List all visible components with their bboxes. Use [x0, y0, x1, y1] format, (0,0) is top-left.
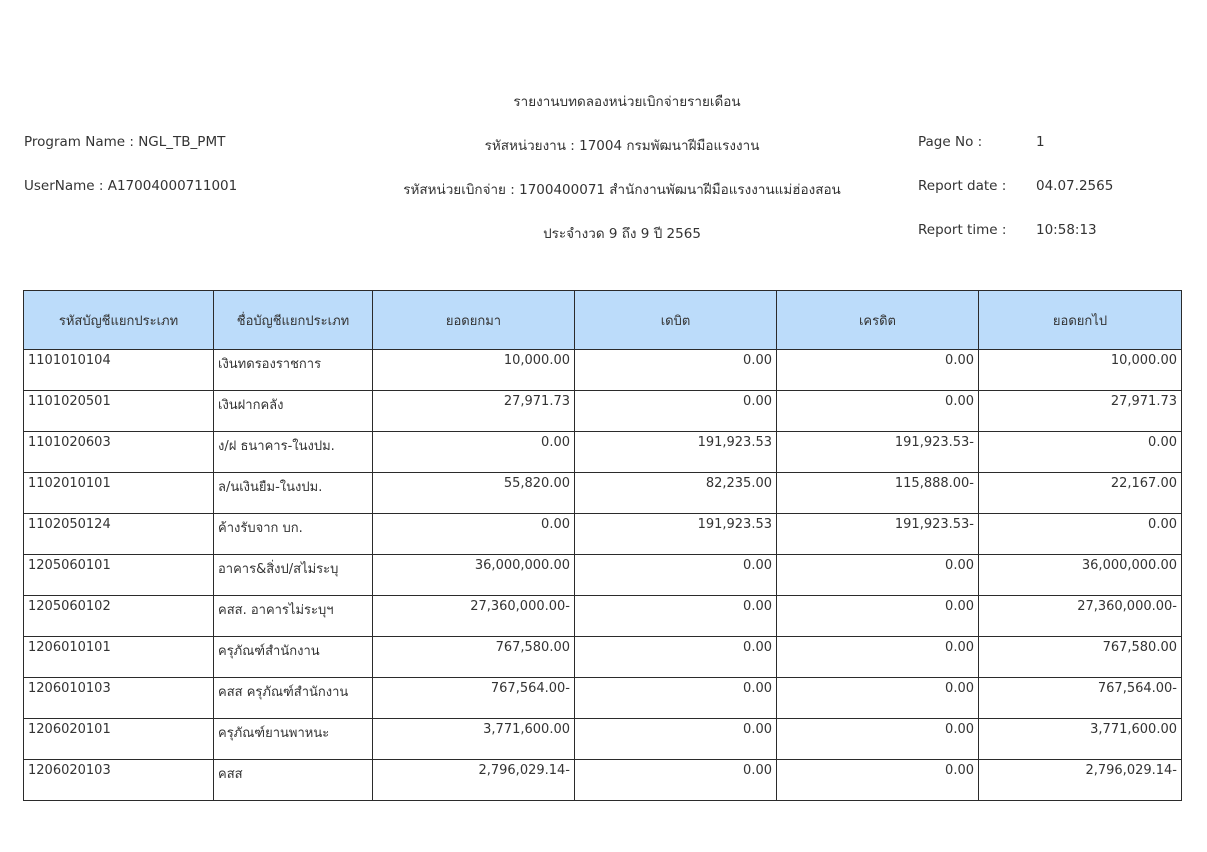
table-body	[24, 350, 1182, 801]
brought-forward-cell: 2,796,029.14-	[373, 760, 575, 801]
column-header-account-code: รหัสบัญชีแยกประเภท	[24, 291, 214, 350]
account-name-cell: คสส ครุภัณฑ์สำนักงาน	[214, 678, 373, 719]
account-code-cell: 1206020101	[24, 719, 214, 760]
account-code-cell: 1102010101	[24, 473, 214, 514]
table-row	[24, 719, 1182, 760]
column-header-brought-forward: ยอดยกมา	[373, 291, 575, 350]
brought-forward-cell: 767,580.00	[373, 637, 575, 678]
credit-cell: 0.00	[777, 391, 979, 432]
account-code-cell: 1205060102	[24, 596, 214, 637]
account-code-cell: 1101010104	[24, 350, 214, 391]
carried-forward-cell: 27,971.73	[979, 391, 1182, 432]
brought-forward-cell: 0.00	[373, 514, 575, 555]
carried-forward-cell: 2,796,029.14-	[979, 760, 1182, 801]
carried-forward-cell: 767,580.00	[979, 637, 1182, 678]
account-code-cell: 1205060101	[24, 555, 214, 596]
carried-forward-cell: 0.00	[979, 432, 1182, 473]
debit-cell: 0.00	[575, 350, 777, 391]
account-code-cell: 1101020603	[24, 432, 214, 473]
brought-forward-cell: 0.00	[373, 432, 575, 473]
account-name-cell: ล/นเงินยืม-ในงปม.	[214, 473, 373, 514]
brought-forward-cell: 10,000.00	[373, 350, 575, 391]
table-row	[24, 350, 1182, 391]
debit-cell: 0.00	[575, 391, 777, 432]
account-name-cell: เงินฝากคลัง	[214, 391, 373, 432]
account-name-cell: อาคาร&สิ่งป/สไม่ระบุ	[214, 555, 373, 596]
carried-forward-cell: 767,564.00-	[979, 678, 1182, 719]
report-date-value: 04.07.2565	[1036, 178, 1114, 194]
table-row	[24, 432, 1182, 473]
account-name-cell: คสส	[214, 760, 373, 801]
credit-cell: 0.00	[777, 350, 979, 391]
page-no-label: Page No :	[918, 134, 983, 150]
credit-cell: 0.00	[777, 596, 979, 637]
column-header-carried-forward: ยอดยกไป	[979, 291, 1182, 350]
table-header-row	[24, 291, 1182, 350]
column-header-account-name: ชื่อบัญชีแยกประเภท	[214, 291, 373, 350]
trial-balance-table	[23, 290, 1182, 801]
program-name: Program Name : NGL_TB_PMT	[24, 134, 226, 150]
debit-cell: 0.00	[575, 678, 777, 719]
brought-forward-cell: 767,564.00-	[373, 678, 575, 719]
report-date-label: Report date :	[918, 178, 1007, 194]
account-code-cell: 1206010103	[24, 678, 214, 719]
credit-cell: 0.00	[777, 678, 979, 719]
page-no-value: 1	[1036, 134, 1045, 150]
table-row	[24, 596, 1182, 637]
account-name-cell: เงินทดรองราชการ	[214, 350, 373, 391]
credit-cell: 0.00	[777, 719, 979, 760]
carried-forward-cell: 22,167.00	[979, 473, 1182, 514]
carried-forward-cell: 10,000.00	[979, 350, 1182, 391]
report-time-label: Report time :	[918, 222, 1007, 238]
credit-cell: 0.00	[777, 555, 979, 596]
table-row	[24, 391, 1182, 432]
account-code-cell: 1102050124	[24, 514, 214, 555]
account-name-cell: ค้างรับจาก บก.	[214, 514, 373, 555]
debit-cell: 191,923.53	[575, 432, 777, 473]
table-row	[24, 555, 1182, 596]
debit-cell: 191,923.53	[575, 514, 777, 555]
report-period: ประจำงวด 9 ถึง 9 ปี 2565	[543, 226, 701, 242]
brought-forward-cell: 3,771,600.00	[373, 719, 575, 760]
debit-cell: 0.00	[575, 596, 777, 637]
credit-cell: 0.00	[777, 760, 979, 801]
table-row	[24, 678, 1182, 719]
user-name: UserName : A17004000711001	[24, 178, 238, 194]
account-code-cell: 1206020103	[24, 760, 214, 801]
report-title: รายงานบทดลองหน่วยเบิกจ่ายรายเดือน	[513, 94, 741, 110]
account-name-cell: ครุภัณฑ์สำนักงาน	[214, 637, 373, 678]
carried-forward-cell: 3,771,600.00	[979, 719, 1182, 760]
report-time-value: 10:58:13	[1036, 222, 1097, 238]
debit-cell: 0.00	[575, 719, 777, 760]
table-row	[24, 473, 1182, 514]
account-name-cell: ง/ฝ ธนาคาร-ในงปม.	[214, 432, 373, 473]
credit-cell: 191,923.53-	[777, 432, 979, 473]
debit-cell: 0.00	[575, 555, 777, 596]
carried-forward-cell: 0.00	[979, 514, 1182, 555]
debit-cell: 82,235.00	[575, 473, 777, 514]
debit-cell: 0.00	[575, 760, 777, 801]
table-row	[24, 637, 1182, 678]
brought-forward-cell: 55,820.00	[373, 473, 575, 514]
credit-cell: 191,923.53-	[777, 514, 979, 555]
disbursing-unit-info: รหัสหน่วยเบิกจ่าย : 1700400071 สำนักงานพัฒนาฝีมือแรงงานแม่ฮ่องสอน	[403, 182, 841, 198]
brought-forward-cell: 27,971.73	[373, 391, 575, 432]
brought-forward-cell: 36,000,000.00	[373, 555, 575, 596]
column-header-debit: เดบิต	[575, 291, 777, 350]
brought-forward-cell: 27,360,000.00-	[373, 596, 575, 637]
credit-cell: 115,888.00-	[777, 473, 979, 514]
account-code-cell: 1101020501	[24, 391, 214, 432]
table-row	[24, 514, 1182, 555]
table-row	[24, 760, 1182, 801]
carried-forward-cell: 27,360,000.00-	[979, 596, 1182, 637]
column-header-credit: เครดิต	[777, 291, 979, 350]
agency-info: รหัสหน่วยงาน : 17004 กรมพัฒนาฝีมือแรงงาน	[484, 138, 760, 154]
carried-forward-cell: 36,000,000.00	[979, 555, 1182, 596]
account-name-cell: คสส. อาคารไม่ระบุฯ	[214, 596, 373, 637]
account-name-cell: ครุภัณฑ์ยานพาหนะ	[214, 719, 373, 760]
credit-cell: 0.00	[777, 637, 979, 678]
debit-cell: 0.00	[575, 637, 777, 678]
account-code-cell: 1206010101	[24, 637, 214, 678]
